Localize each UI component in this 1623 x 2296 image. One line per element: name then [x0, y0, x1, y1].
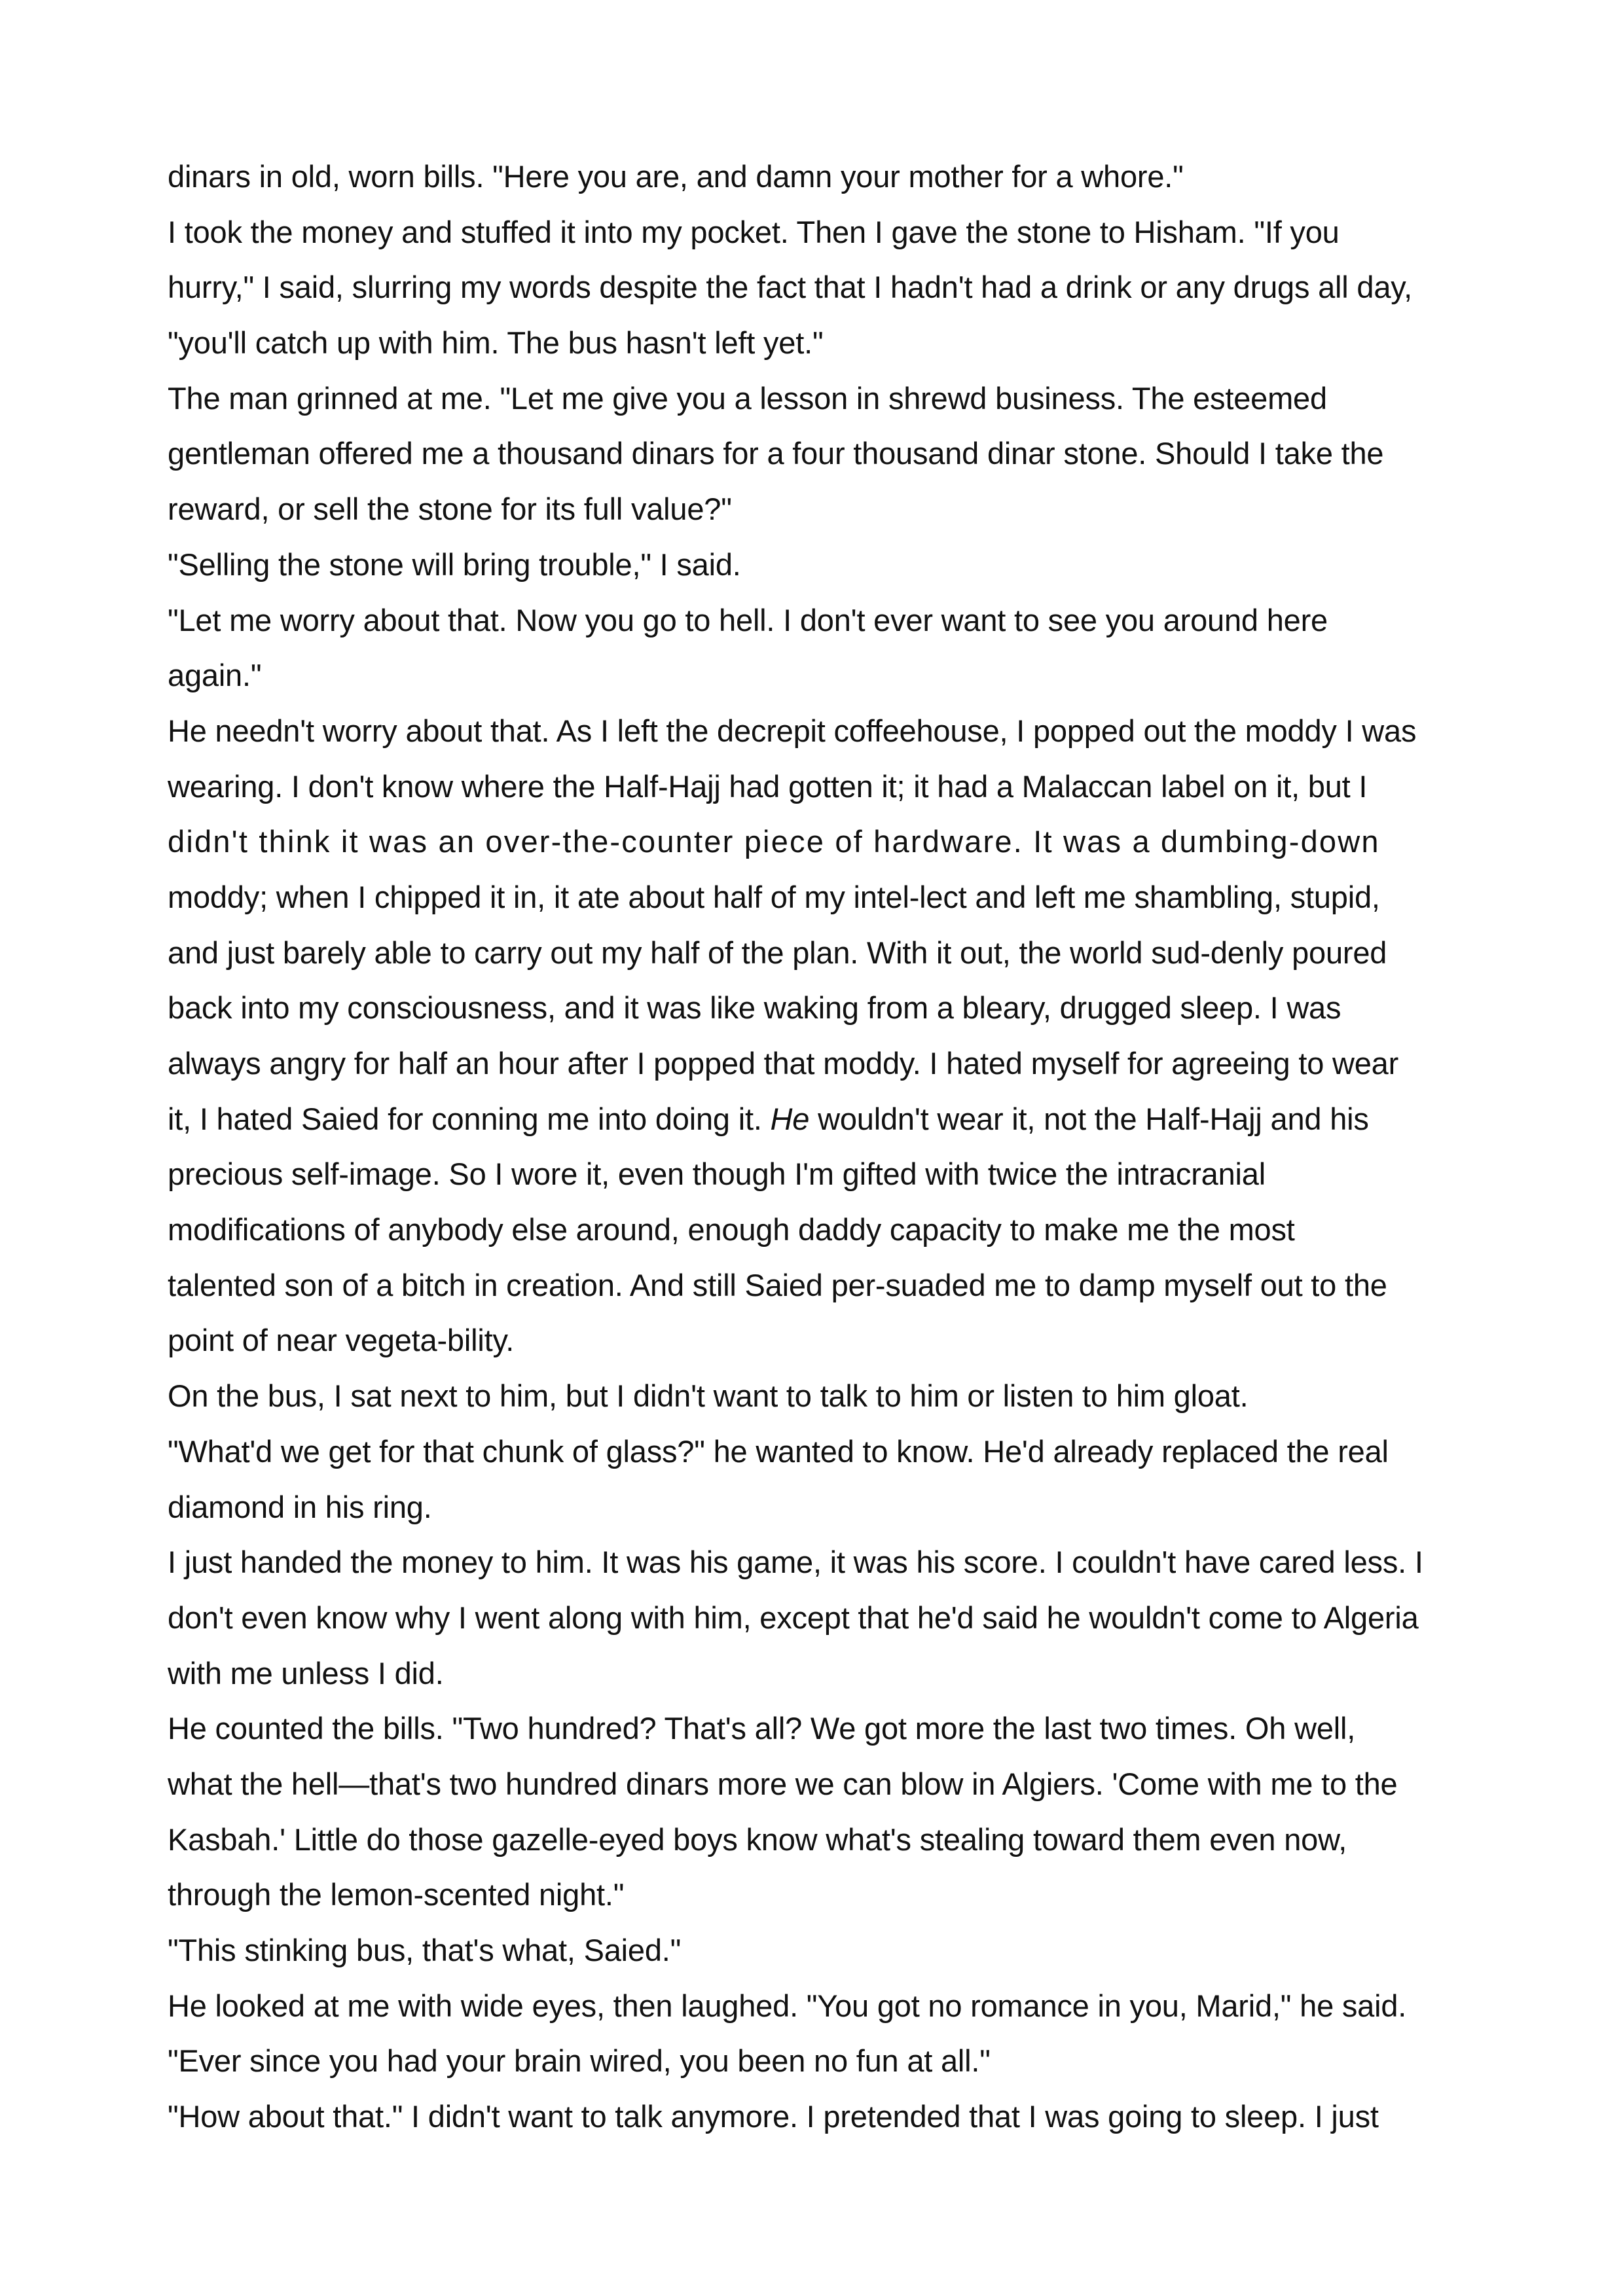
text-line: He looked at me with wide eyes, then laughed. "You got no romance in you, Marid," he said. — [168, 1988, 1407, 2023]
text-line: wearing. I don't know where the Half-Hajj had gotten it; it had a Malaccan label on it, but I — [168, 768, 1368, 804]
text-line: moddy; when I chipped it in, it ate about half of my intel-lect and left me shambling, stupid, — [168, 879, 1380, 914]
text-line: what the hell—that's two hundred dinars more we can blow in Algiers. 'Come with me to the — [168, 1766, 1398, 1801]
text-line: "What'd we get for that chunk of glass?" he wanted to know. He'd already replaced the real — [168, 1433, 1389, 1469]
text-line: didn't think it was an over-the-counter piece of hardware. It was a dumbing-down — [168, 824, 1380, 859]
text-line: "Selling the stone will bring trouble," I said. — [168, 547, 741, 582]
text-line: On the bus, I sat next to him, but I didn't want to talk to him or listen to him gloat. — [168, 1378, 1249, 1414]
text-line: and just barely able to carry out my half of the plan. With it out, the world sud-denly poured — [168, 935, 1387, 970]
text-line: "How about that." I didn't want to talk anymore. I pretended that I was going to sleep. I just — [168, 2099, 1379, 2134]
text-line: precious self-image. So I wore it, even though I'm gifted with twice the intracranial — [168, 1157, 1266, 1192]
text-segment: wouldn't wear it, not the Half-Hajj and his — [809, 1101, 1369, 1136]
text-line: The man grinned at me. "Let me give you a lesson in shrewd business. The esteemed — [168, 380, 1327, 416]
italic-emphasis: He — [770, 1101, 810, 1136]
text-line: He needn't worry about that. As I left the decrepit coffeehouse, I popped out the moddy I was — [168, 713, 1417, 748]
text-line: I just handed the money to him. It was his game, it was his score. I couldn't have cared less. I — [168, 1545, 1423, 1580]
text-line: Kasbah.' Little do those gazelle-eyed boys know what's stealing toward them even now, — [168, 1821, 1347, 1857]
text-line: hurry," I said, slurring my words despite the fact that I hadn't had a drink or any drugs all day, — [168, 270, 1412, 305]
text-segment: it, I hated Saied for conning me into doing it. — [168, 1101, 771, 1136]
text-line: He counted the bills. "Two hundred? That's all? We got more the last two times. Oh well, — [168, 1711, 1356, 1746]
text-line: talented son of a bitch in creation. And still Saied per-suaded me to damp myself out to the — [168, 1267, 1387, 1302]
text-line: back into my consciousness, and it was like waking from a bleary, drugged sleep. I was — [168, 990, 1341, 1026]
text-line: "Ever since you had your brain wired, you been no fun at all." — [168, 2043, 991, 2079]
body-text — [168, 149, 1477, 2145]
text-line: with me unless I did. — [168, 1655, 444, 1691]
text-line — [168, 1092, 1477, 1147]
text-line: modifications of anybody else around, enough daddy capacity to make me the most — [168, 1212, 1295, 1247]
text-line: always angry for half an hour after I popped that moddy. I hated myself for agreeing to wear — [168, 1046, 1399, 1081]
text-line: reward, or sell the stone for its full value?" — [168, 492, 732, 527]
text-line: I took the money and stuffed it into my pocket. Then I gave the stone to Hisham. "If you — [168, 214, 1340, 249]
text-line: diamond in his ring. — [168, 1489, 432, 1524]
text-line: gentleman offered me a thousand dinars for a four thousand dinar stone. Should I take the — [168, 436, 1384, 471]
text-line: through the lemon-scented night." — [168, 1877, 625, 1912]
text-line: don't even know why I went along with him, except that he'd said he wouldn't come to Algeria — [168, 1600, 1419, 1635]
text-line: "This stinking bus, that's what, Saied." — [168, 1933, 682, 1967]
text-line: point of near vegeta-bility. — [168, 1323, 515, 1358]
text-line: again." — [168, 658, 262, 693]
text-line: "you'll catch up with him. The bus hasn't left yet." — [168, 325, 824, 361]
text-line: dinars in old, worn bills. "Here you are, and damn your mother for a whore." — [168, 159, 1184, 194]
text-line: "Let me worry about that. Now you go to hell. I don't ever want to see you around here — [168, 602, 1328, 637]
